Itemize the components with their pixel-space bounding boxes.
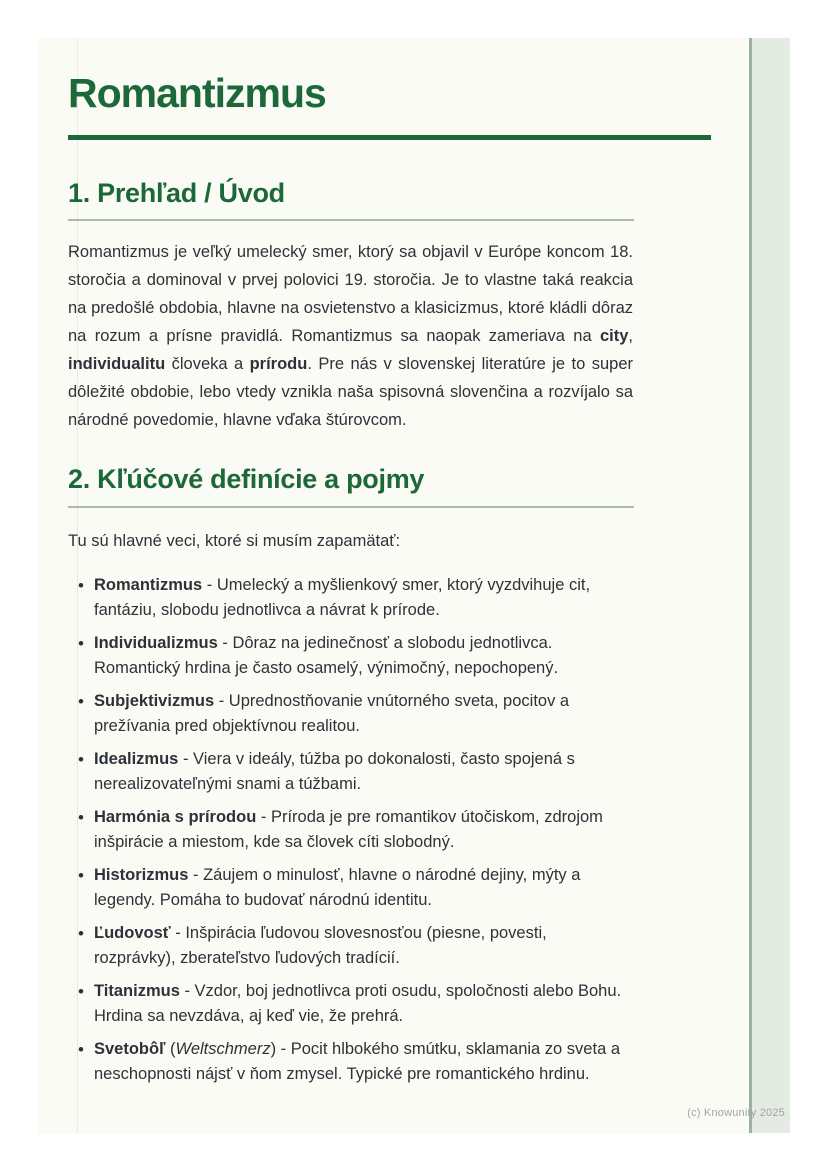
term-item: • Idealizmus - Viera v ideály, túžba po dokonalosti, často spojená s nerealizovateľnými snami a túžbami. (68, 747, 630, 797)
title-rule (68, 135, 711, 140)
page-title: Romantizmus (68, 70, 326, 116)
list-lead: Tu sú hlavné veci, ktoré si musím zapamätať: (68, 531, 401, 550)
note-card (38, 38, 790, 1133)
term-item: • Ľudovosť - Inšpirácia ľudovou slovesnosťou (piesne, povesti, rozprávky), zberateľstvo ľudových tradícií. (68, 921, 630, 971)
term-item: • Historizmus - Záujem o minulosť, hlavne o národné dejiny, mýty a legendy. Pomáha to budovať národnú identitu. (68, 863, 630, 913)
section-2-heading: 2. Kľúčové definície a pojmy (68, 464, 425, 495)
section-2-underline (68, 506, 634, 508)
right-margin-rule (749, 38, 752, 1133)
note-content (68, 38, 633, 1095)
intro-paragraph: Romantizmus je veľký umelecký smer, ktorý sa objavil v Európe koncom 18. storočia a dominoval v prvej polovici 19. storočia. Je to vlastne taká reakcia na predošlé obdobia, hlavne na osvietenstvo a klasicizmus, ktoré kládli dôraz na rozum a prísne pravidlá. Romantizmus sa naopak zameriava na city, individualitu človeka a prírodu. Pre nás v slovenskej literatúre je to super dôležité obdobie, lebo vtedy vznikla naša spisovná slovenčina a rozvíjalo sa národné povedomie, hlavne vďaka štúrovcom. (68, 243, 634, 430)
term-item: • Subjektivizmus - Uprednostňovanie vnútorného sveta, pocitov a prežívania pred objektívnou realitou. (68, 689, 630, 739)
copyright-footer: (c) Knowunity 2025 (687, 1107, 785, 1119)
term-item: • Harmónia s prírodou - Príroda je pre romantikov útočiskom, zdrojom inšpirácie a miestom, kde sa človek cíti slobodný. (68, 805, 630, 855)
term-item: • Svetobôľ (Weltschmerz) - Pocit hlbokého smútku, sklamania zo sveta a neschopnosti nájsť v ňom zmysel. Typické pre romantického hrdinu. (68, 1037, 630, 1087)
term-item: • Individualizmus - Dôraz na jedinečnosť a slobodu jednotlivca. Romantický hrdina je často osamelý, výnimočný, nepochopený. (68, 631, 630, 681)
terms-list (68, 573, 633, 1087)
term-item: • Titanizmus - Vzdor, boj jednotlivca proti osudu, spoločnosti alebo Bohu. Hrdina sa nevzdáva, aj keď vie, že prehrá. (68, 979, 630, 1029)
right-margin-column (752, 38, 790, 1133)
section-1-heading: 1. Prehľad / Úvod (68, 178, 285, 209)
term-item: • Romantizmus - Umelecký a myšlienkový smer, ktorý vyzdvihuje cit, fantáziu, slobodu jednotlivca a návrat k prírode. (68, 573, 630, 623)
section-1-underline (68, 219, 634, 221)
